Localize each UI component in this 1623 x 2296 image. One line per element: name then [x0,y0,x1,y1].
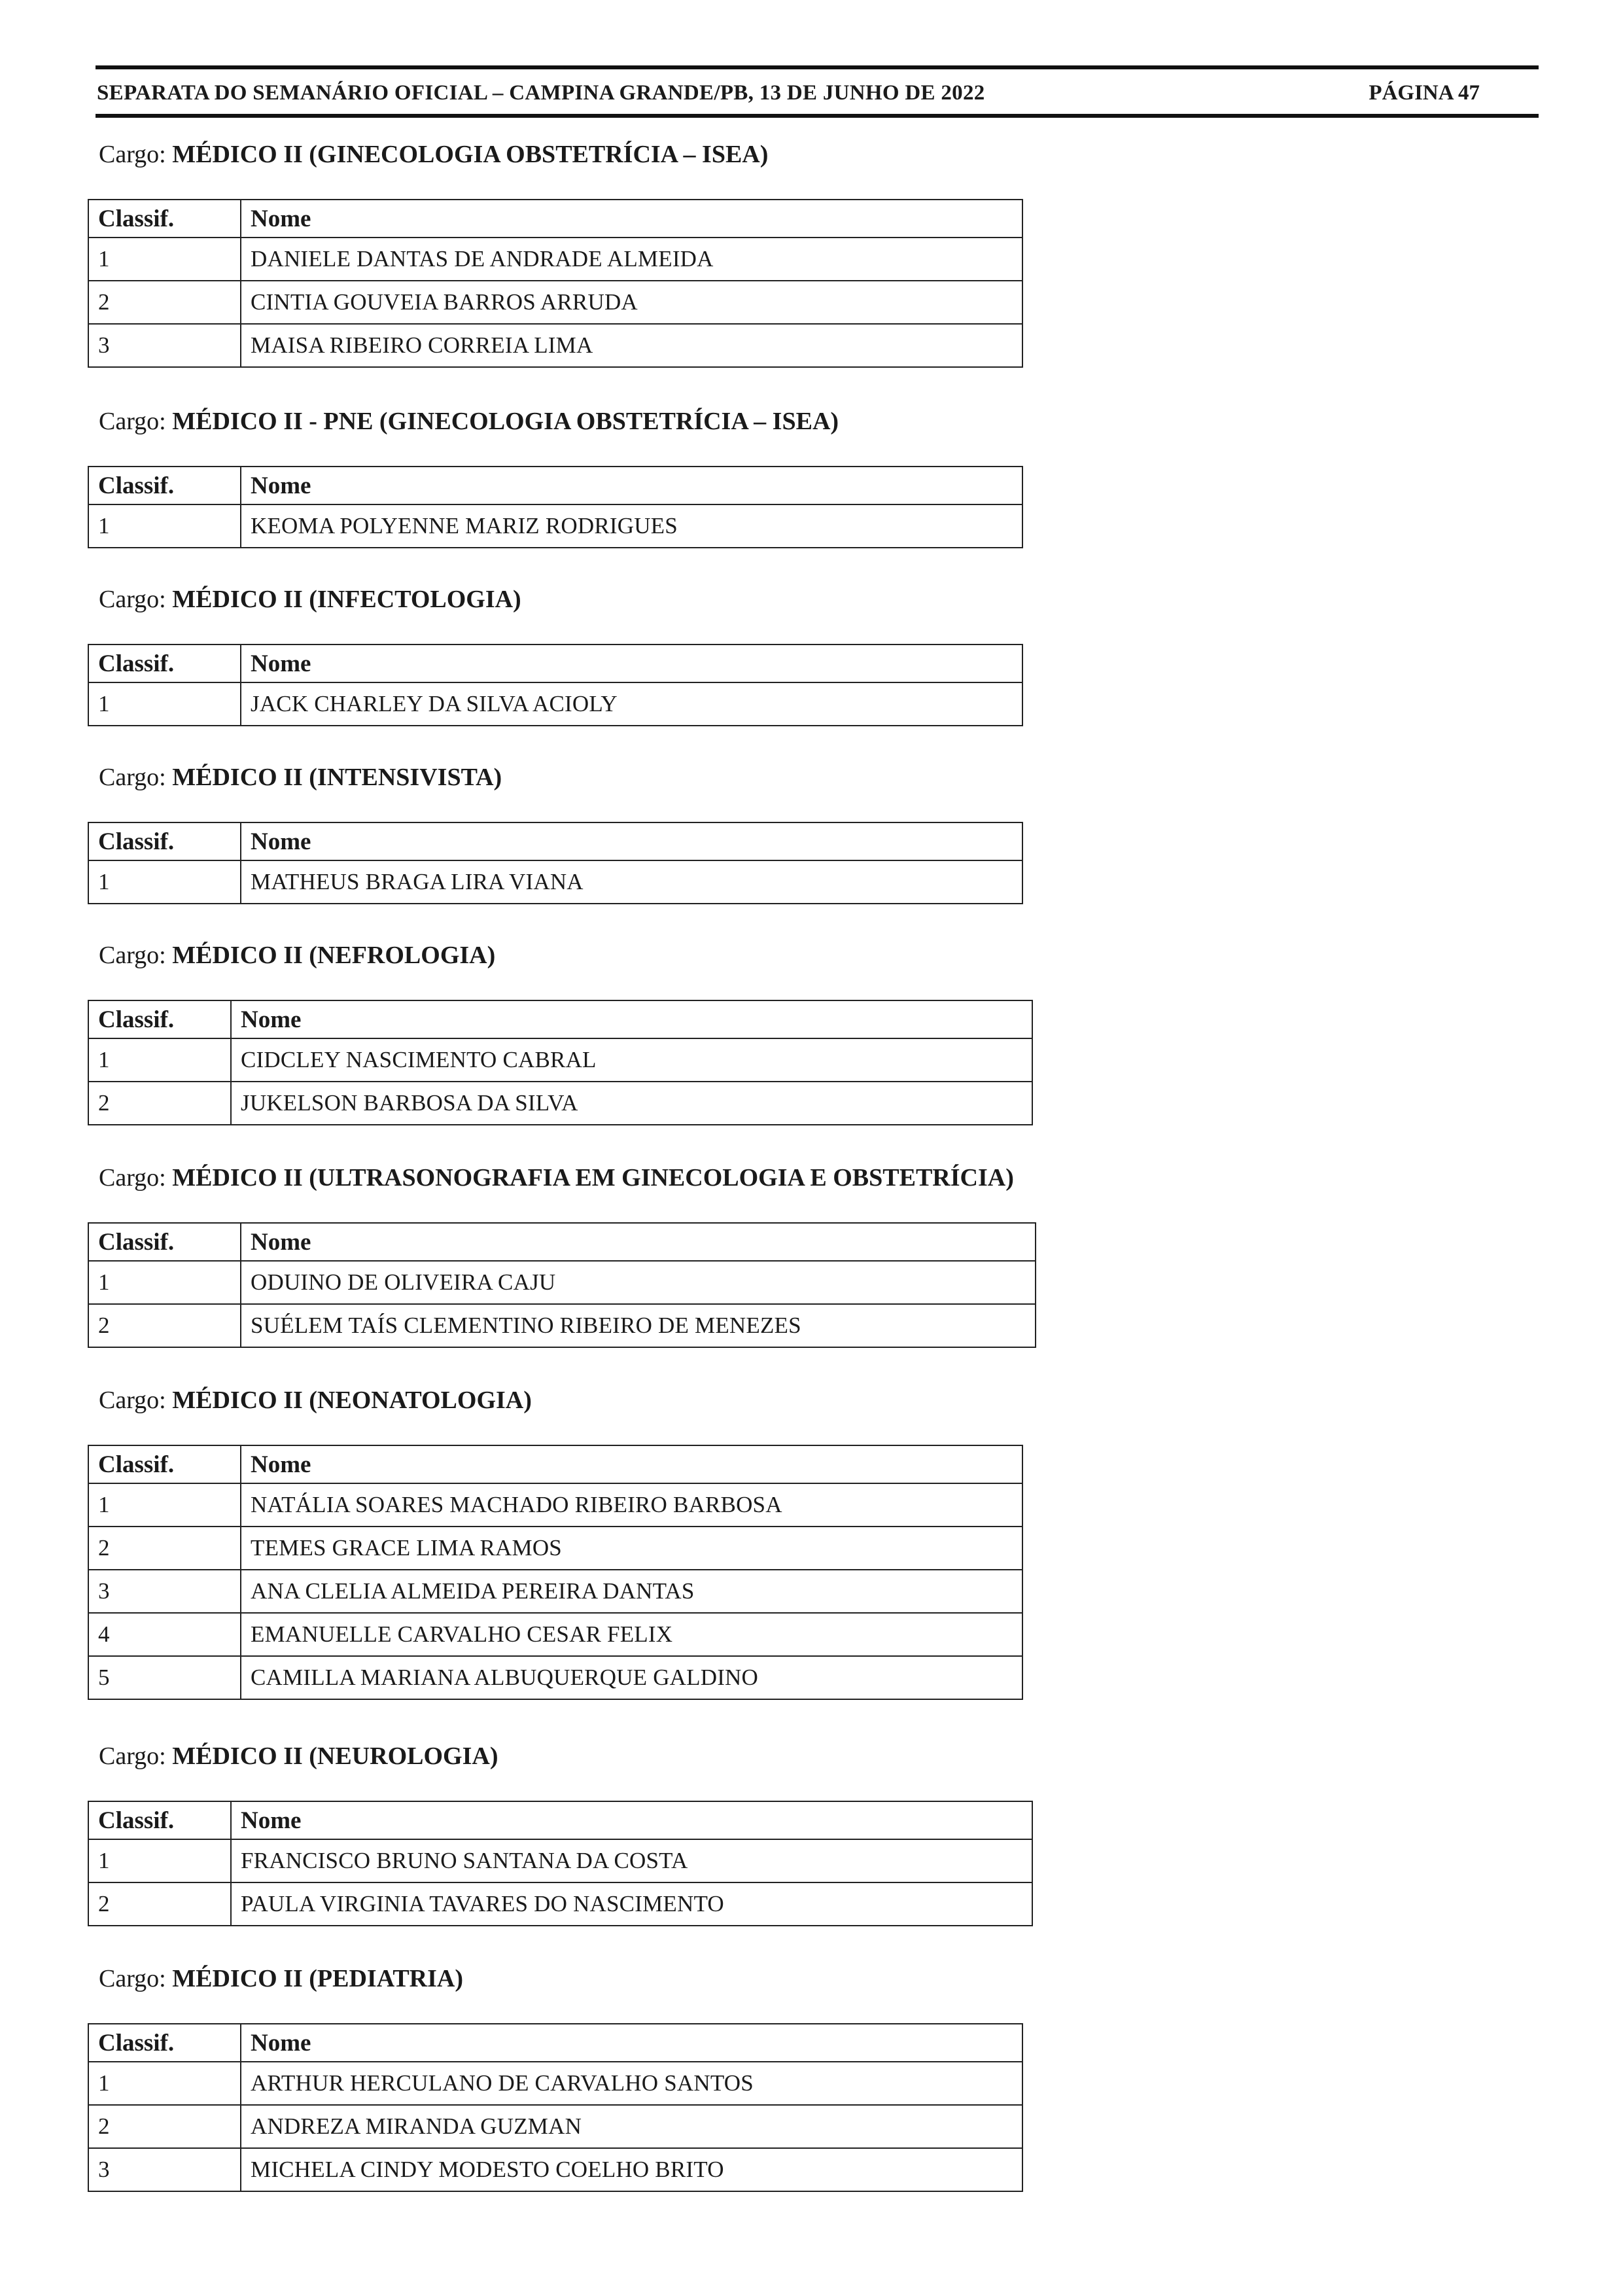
table-row [88,238,1022,281]
table-row [88,2062,1022,2105]
table-row [88,860,1022,904]
table-row [88,1570,1022,1613]
cargo-title: MÉDICO II (GINECOLOGIA OBSTETRÍCIA – ISEA) [172,141,769,168]
nome-cell: TEMES GRACE LIMA RAMOS [241,1527,1022,1570]
classif-cell: 1 [88,1483,241,1527]
classif-cell: 2 [88,1082,231,1125]
nome-cell: ARTHUR HERCULANO DE CARVALHO SANTOS [241,2062,1022,2105]
column-header-classif: Classif. [88,645,241,682]
cargo-label: Cargo: [99,408,173,435]
table-row [88,1613,1022,1656]
column-header-classif: Classif. [88,1445,241,1483]
nome-cell: CINTIA GOUVEIA BARROS ARRUDA [241,281,1022,324]
classif-cell: 1 [88,238,241,281]
column-header-nome: Nome [241,2024,1022,2062]
cargo-label: Cargo: [99,1164,173,1192]
table-header-row [88,1223,1036,1261]
nome-cell: MAISA RIBEIRO CORREIA LIMA [241,324,1022,367]
results-table [88,822,1023,904]
table-row [88,1483,1022,1527]
column-header-classif: Classif. [88,2024,241,2062]
cargo-heading [99,1962,1023,1996]
page-header [96,65,1539,118]
classif-cell: 1 [88,504,241,548]
cargo-label: Cargo: [99,586,173,613]
cargo-heading [99,1161,1036,1195]
cargo-heading [99,1739,1033,1773]
classif-cell: 2 [88,2105,241,2148]
table-row [88,2105,1022,2148]
column-header-nome: Nome [231,1801,1032,1839]
column-header-nome: Nome [231,1000,1032,1038]
column-header-classif: Classif. [88,1223,241,1261]
table-row [88,1656,1022,1699]
page-number: PÁGINA 47 [1369,81,1480,105]
classif-cell: 2 [88,1527,241,1570]
cargo-label: Cargo: [99,1386,173,1414]
cargo-section [88,1383,1023,1700]
table-row [88,1304,1036,1347]
cargo-section [88,404,1023,548]
cargo-title: MÉDICO II (PEDIATRIA) [172,1965,464,1992]
column-header-classif: Classif. [88,200,241,238]
nome-cell: ANA CLELIA ALMEIDA PEREIRA DANTAS [241,1570,1022,1613]
cargo-title: MÉDICO II - PNE (GINECOLOGIA OBSTETRÍCIA – ISEA) [172,408,839,435]
nome-cell: FRANCISCO BRUNO SANTANA DA COSTA [231,1839,1032,1882]
results-table [88,199,1023,368]
table-header-row [88,822,1022,860]
classif-cell: 5 [88,1656,241,1699]
classif-cell: 3 [88,2148,241,2191]
cargo-section [88,137,1023,368]
cargo-label: Cargo: [99,764,173,791]
cargo-title: MÉDICO II (INFECTOLOGIA) [172,586,521,613]
table-row [88,1038,1032,1082]
cargo-title: MÉDICO II (NEUROLOGIA) [172,1742,498,1770]
nome-cell: EMANUELLE CARVALHO CESAR FELIX [241,1613,1022,1656]
classif-cell: 2 [88,281,241,324]
results-table [88,1445,1023,1700]
table-row [88,1527,1022,1570]
table-row [88,324,1022,367]
classif-cell: 1 [88,1261,241,1304]
cargo-section [88,1962,1023,2192]
nome-cell: JACK CHARLEY DA SILVA ACIOLY [241,682,1022,726]
table-row [88,2148,1022,2191]
table-header-row [88,645,1022,682]
table-row [88,1261,1036,1304]
cargo-heading [99,404,1023,438]
classif-cell: 2 [88,1304,241,1347]
classif-cell: 1 [88,1839,231,1882]
table-header-row [88,467,1022,504]
cargo-label: Cargo: [99,1965,173,1992]
table-row [88,682,1022,726]
cargo-label: Cargo: [99,942,173,969]
column-header-classif: Classif. [88,1000,231,1038]
classif-cell: 1 [88,1038,231,1082]
table-header-row [88,1801,1032,1839]
publication-title: SEPARATA DO SEMANÁRIO OFICIAL – CAMPINA GRANDE/PB, 13 DE JUNHO DE 2022 [97,81,985,105]
results-table [88,1222,1036,1348]
classif-cell: 4 [88,1613,241,1656]
nome-cell: KEOMA POLYENNE MARIZ RODRIGUES [241,504,1022,548]
results-table [88,644,1023,726]
cargo-title: MÉDICO II (NEFROLOGIA) [172,942,496,969]
column-header-classif: Classif. [88,1801,231,1839]
cargo-heading [99,938,1033,972]
column-header-nome: Nome [241,822,1022,860]
nome-cell: MICHELA CINDY MODESTO COELHO BRITO [241,2148,1022,2191]
nome-cell: ODUINO DE OLIVEIRA CAJU [241,1261,1036,1304]
table-header-row [88,2024,1022,2062]
cargo-title: MÉDICO II (ULTRASONOGRAFIA EM GINECOLOGIA E OBSTETRÍCIA) [172,1164,1014,1192]
column-header-nome: Nome [241,1223,1036,1261]
column-header-classif: Classif. [88,467,241,504]
cargo-heading [99,582,1023,616]
nome-cell: PAULA VIRGINIA TAVARES DO NASCIMENTO [231,1882,1032,1926]
results-table [88,2023,1023,2192]
classif-cell: 1 [88,2062,241,2105]
nome-cell: CAMILLA MARIANA ALBUQUERQUE GALDINO [241,1656,1022,1699]
results-table [88,1801,1033,1926]
results-table [88,466,1023,548]
cargo-heading [99,137,1023,171]
table-row [88,281,1022,324]
classif-cell: 2 [88,1882,231,1926]
cargo-section [88,1161,1036,1348]
column-header-nome: Nome [241,645,1022,682]
table-row [88,1082,1032,1125]
cargo-heading [99,760,1023,794]
table-row [88,1839,1032,1882]
column-header-nome: Nome [241,1445,1022,1483]
table-header-row [88,1000,1032,1038]
cargo-title: MÉDICO II (NEONATOLOGIA) [172,1386,532,1414]
table-header-row [88,200,1022,238]
table-row [88,1882,1032,1926]
nome-cell: NATÁLIA SOARES MACHADO RIBEIRO BARBOSA [241,1483,1022,1527]
cargo-section [88,582,1023,726]
nome-cell: CIDCLEY NASCIMENTO CABRAL [231,1038,1032,1082]
cargo-section [88,760,1023,904]
cargo-title: MÉDICO II (INTENSIVISTA) [172,764,502,791]
classif-cell: 3 [88,324,241,367]
nome-cell: MATHEUS BRAGA LIRA VIANA [241,860,1022,904]
cargo-label: Cargo: [99,141,173,168]
classif-cell: 1 [88,860,241,904]
table-row [88,504,1022,548]
nome-cell: JUKELSON BARBOSA DA SILVA [231,1082,1032,1125]
column-header-nome: Nome [241,200,1022,238]
classif-cell: 3 [88,1570,241,1613]
cargo-section [88,938,1033,1125]
column-header-nome: Nome [241,467,1022,504]
cargo-section [88,1739,1033,1926]
table-header-row [88,1445,1022,1483]
cargo-label: Cargo: [99,1742,173,1770]
nome-cell: ANDREZA MIRANDA GUZMAN [241,2105,1022,2148]
cargo-heading [99,1383,1023,1417]
nome-cell: DANIELE DANTAS DE ANDRADE ALMEIDA [241,238,1022,281]
classif-cell: 1 [88,682,241,726]
nome-cell: SUÉLEM TAÍS CLEMENTINO RIBEIRO DE MENEZES [241,1304,1036,1347]
column-header-classif: Classif. [88,822,241,860]
results-table [88,1000,1033,1125]
